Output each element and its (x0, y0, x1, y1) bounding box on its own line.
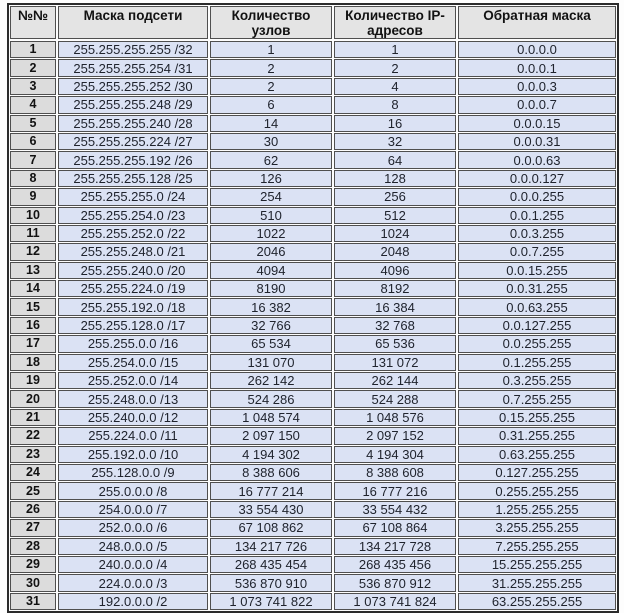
host-count-cell: 254 (210, 188, 332, 205)
host-count-cell: 1 073 741 822 (210, 593, 332, 610)
host-count-cell: 30 (210, 133, 332, 150)
host-count-cell: 268 435 454 (210, 556, 332, 573)
row-number-cell: 20 (10, 390, 56, 407)
ip-count-cell: 4 194 304 (334, 446, 456, 463)
row-number-cell: 19 (10, 372, 56, 389)
ip-count-cell: 1 (334, 41, 456, 58)
wildcard-mask-cell: 0.0.0.3 (458, 78, 616, 95)
row-number-cell: 14 (10, 280, 56, 297)
subnet-mask-cell: 255.255.255.248 /29 (58, 96, 208, 113)
ip-count-cell: 32 (334, 133, 456, 150)
ip-count-cell: 131 072 (334, 354, 456, 371)
host-count-cell: 16 382 (210, 298, 332, 315)
host-count-cell: 6 (210, 96, 332, 113)
subnet-mask-cell: 255.255.240.0 /20 (58, 262, 208, 279)
subnet-mask-cell: 255.248.0.0 /13 (58, 390, 208, 407)
host-count-cell: 134 217 726 (210, 538, 332, 555)
row-number-cell: 21 (10, 409, 56, 426)
subnet-mask-cell: 255.255.252.0 /22 (58, 225, 208, 242)
host-count-cell: 126 (210, 170, 332, 187)
wildcard-mask-cell: 0.0.127.255 (458, 317, 616, 334)
subnet-mask-cell: 255.255.255.254 /31 (58, 59, 208, 76)
wildcard-mask-cell: 0.0.0.7 (458, 96, 616, 113)
host-count-cell: 14 (210, 115, 332, 132)
ip-count-cell: 536 870 912 (334, 574, 456, 591)
row-number-cell: 8 (10, 170, 56, 187)
wildcard-mask-cell: 0.0.15.255 (458, 262, 616, 279)
ip-count-cell: 16 384 (334, 298, 456, 315)
ip-count-cell: 8 (334, 96, 456, 113)
subnet-mask-cell: 255.255.254.0 /23 (58, 207, 208, 224)
row-number-cell: 15 (10, 298, 56, 315)
wildcard-mask-cell: 0.0.7.255 (458, 243, 616, 260)
wildcard-mask-cell: 0.0.63.255 (458, 298, 616, 315)
row-number-cell: 24 (10, 464, 56, 481)
wildcard-mask-cell: 0.0.0.15 (458, 115, 616, 132)
wildcard-mask-cell: 0.0.1.255 (458, 207, 616, 224)
subnet-mask-cell: 255.128.0.0 /9 (58, 464, 208, 481)
subnet-mask-cell: 252.0.0.0 /6 (58, 519, 208, 536)
wildcard-mask-cell: 31.255.255.255 (458, 574, 616, 591)
ip-count-cell: 512 (334, 207, 456, 224)
row-number-cell: 17 (10, 335, 56, 352)
row-number-cell: 31 (10, 593, 56, 610)
host-count-cell: 536 870 910 (210, 574, 332, 591)
host-count-cell: 1 (210, 41, 332, 58)
row-number-cell: 27 (10, 519, 56, 536)
subnet-mask-cell: 255.254.0.0 /15 (58, 354, 208, 371)
host-count-cell: 2 (210, 59, 332, 76)
header-wildcard-mask: Обратная маска (458, 6, 616, 39)
ip-count-cell: 16 (334, 115, 456, 132)
row-number-cell: 22 (10, 427, 56, 444)
wildcard-mask-cell: 0.255.255.255 (458, 482, 616, 499)
row-number-cell: 18 (10, 354, 56, 371)
host-count-cell: 2046 (210, 243, 332, 260)
ip-count-cell: 8192 (334, 280, 456, 297)
row-number-cell: 16 (10, 317, 56, 334)
wildcard-mask-cell: 0.127.255.255 (458, 464, 616, 481)
subnet-mask-cell: 255.255.255.240 /28 (58, 115, 208, 132)
host-count-cell: 1022 (210, 225, 332, 242)
subnet-mask-cell: 255.255.128.0 /17 (58, 317, 208, 334)
wildcard-mask-cell: 7.255.255.255 (458, 538, 616, 555)
row-number-cell: 2 (10, 59, 56, 76)
row-number-cell: 28 (10, 538, 56, 555)
host-count-cell: 1 048 574 (210, 409, 332, 426)
ip-count-cell: 32 768 (334, 317, 456, 334)
subnet-mask-cell: 255.255.255.255 /32 (58, 41, 208, 58)
subnet-mask-cell: 255.0.0.0 /8 (58, 482, 208, 499)
host-count-cell: 262 142 (210, 372, 332, 389)
row-number-cell: 13 (10, 262, 56, 279)
ip-count-cell: 524 288 (334, 390, 456, 407)
header-row-number: №№ (10, 6, 56, 39)
ip-count-cell: 16 777 216 (334, 482, 456, 499)
subnet-mask-cell: 255.252.0.0 /14 (58, 372, 208, 389)
host-count-cell: 2 (210, 78, 332, 95)
subnet-mask-cell: 255.192.0.0 /10 (58, 446, 208, 463)
ip-count-cell: 4 (334, 78, 456, 95)
ip-count-cell: 134 217 728 (334, 538, 456, 555)
header-subnet-mask: Маска подсети (58, 6, 208, 39)
ip-count-cell: 33 554 432 (334, 501, 456, 518)
host-count-cell: 16 777 214 (210, 482, 332, 499)
wildcard-mask-cell: 0.1.255.255 (458, 354, 616, 371)
subnet-mask-table (7, 3, 619, 613)
wildcard-mask-cell: 0.0.0.127 (458, 170, 616, 187)
wildcard-mask-cell: 63.255.255.255 (458, 593, 616, 610)
subnet-mask-cell: 255.255.255.224 /27 (58, 133, 208, 150)
host-count-cell: 2 097 150 (210, 427, 332, 444)
row-number-cell: 25 (10, 482, 56, 499)
ip-count-cell: 1024 (334, 225, 456, 242)
subnet-mask-cell: 248.0.0.0 /5 (58, 538, 208, 555)
subnet-mask-cell: 255.255.248.0 /21 (58, 243, 208, 260)
wildcard-mask-cell: 0.0.31.255 (458, 280, 616, 297)
host-count-cell: 131 070 (210, 354, 332, 371)
row-number-cell: 4 (10, 96, 56, 113)
row-number-cell: 12 (10, 243, 56, 260)
subnet-mask-cell: 255.255.255.192 /26 (58, 151, 208, 168)
wildcard-mask-cell: 15.255.255.255 (458, 556, 616, 573)
ip-count-cell: 2 (334, 59, 456, 76)
host-count-cell: 8 388 606 (210, 464, 332, 481)
host-count-cell: 33 554 430 (210, 501, 332, 518)
subnet-mask-cell: 255.240.0.0 /12 (58, 409, 208, 426)
subnet-mask-cell: 255.255.255.0 /24 (58, 188, 208, 205)
host-count-cell: 62 (210, 151, 332, 168)
ip-count-cell: 4096 (334, 262, 456, 279)
ip-count-cell: 67 108 864 (334, 519, 456, 536)
wildcard-mask-cell: 3.255.255.255 (458, 519, 616, 536)
wildcard-mask-cell: 0.0.255.255 (458, 335, 616, 352)
table-body (10, 41, 616, 610)
ip-count-cell: 268 435 456 (334, 556, 456, 573)
host-count-cell: 524 286 (210, 390, 332, 407)
subnet-mask-cell: 224.0.0.0 /3 (58, 574, 208, 591)
ip-count-cell: 1 073 741 824 (334, 593, 456, 610)
subnet-mask-cell: 255.255.224.0 /19 (58, 280, 208, 297)
row-number-cell: 5 (10, 115, 56, 132)
row-number-cell: 29 (10, 556, 56, 573)
header-host-count: Количество узлов (210, 6, 332, 39)
wildcard-mask-cell: 0.0.0.31 (458, 133, 616, 150)
subnet-mask-cell: 255.224.0.0 /11 (58, 427, 208, 444)
row-number-cell: 1 (10, 41, 56, 58)
ip-count-cell: 64 (334, 151, 456, 168)
wildcard-mask-cell: 0.0.3.255 (458, 225, 616, 242)
ip-count-cell: 262 144 (334, 372, 456, 389)
wildcard-mask-cell: 0.7.255.255 (458, 390, 616, 407)
row-number-cell: 10 (10, 207, 56, 224)
wildcard-mask-cell: 0.31.255.255 (458, 427, 616, 444)
host-count-cell: 510 (210, 207, 332, 224)
row-number-cell: 26 (10, 501, 56, 518)
row-number-cell: 11 (10, 225, 56, 242)
wildcard-mask-cell: 0.0.0.63 (458, 151, 616, 168)
subnet-mask-cell: 255.255.0.0 /16 (58, 335, 208, 352)
host-count-cell: 4094 (210, 262, 332, 279)
ip-count-cell: 1 048 576 (334, 409, 456, 426)
subnet-mask-cell: 255.255.192.0 /18 (58, 298, 208, 315)
wildcard-mask-cell: 0.0.0.0 (458, 41, 616, 58)
wildcard-mask-cell: 1.255.255.255 (458, 501, 616, 518)
header-ip-count: Количество IP-адресов (334, 6, 456, 39)
wildcard-mask-cell: 0.15.255.255 (458, 409, 616, 426)
host-count-cell: 8190 (210, 280, 332, 297)
host-count-cell: 65 534 (210, 335, 332, 352)
row-number-cell: 7 (10, 151, 56, 168)
wildcard-mask-cell: 0.3.255.255 (458, 372, 616, 389)
ip-count-cell: 256 (334, 188, 456, 205)
subnet-mask-cell: 255.255.255.128 /25 (58, 170, 208, 187)
row-number-cell: 9 (10, 188, 56, 205)
row-number-cell: 30 (10, 574, 56, 591)
host-count-cell: 4 194 302 (210, 446, 332, 463)
subnet-mask-cell: 254.0.0.0 /7 (58, 501, 208, 518)
wildcard-mask-cell: 0.0.0.255 (458, 188, 616, 205)
wildcard-mask-cell: 0.63.255.255 (458, 446, 616, 463)
row-number-cell: 6 (10, 133, 56, 150)
subnet-mask-cell: 240.0.0.0 /4 (58, 556, 208, 573)
wildcard-mask-cell: 0.0.0.1 (458, 59, 616, 76)
host-count-cell: 67 108 862 (210, 519, 332, 536)
subnet-mask-cell: 192.0.0.0 /2 (58, 593, 208, 610)
ip-count-cell: 65 536 (334, 335, 456, 352)
host-count-cell: 32 766 (210, 317, 332, 334)
ip-count-cell: 8 388 608 (334, 464, 456, 481)
ip-count-cell: 2 097 152 (334, 427, 456, 444)
row-number-cell: 23 (10, 446, 56, 463)
ip-count-cell: 2048 (334, 243, 456, 260)
row-number-cell: 3 (10, 78, 56, 95)
table-header-row (10, 6, 616, 39)
subnet-mask-cell: 255.255.255.252 /30 (58, 78, 208, 95)
ip-count-cell: 128 (334, 170, 456, 187)
